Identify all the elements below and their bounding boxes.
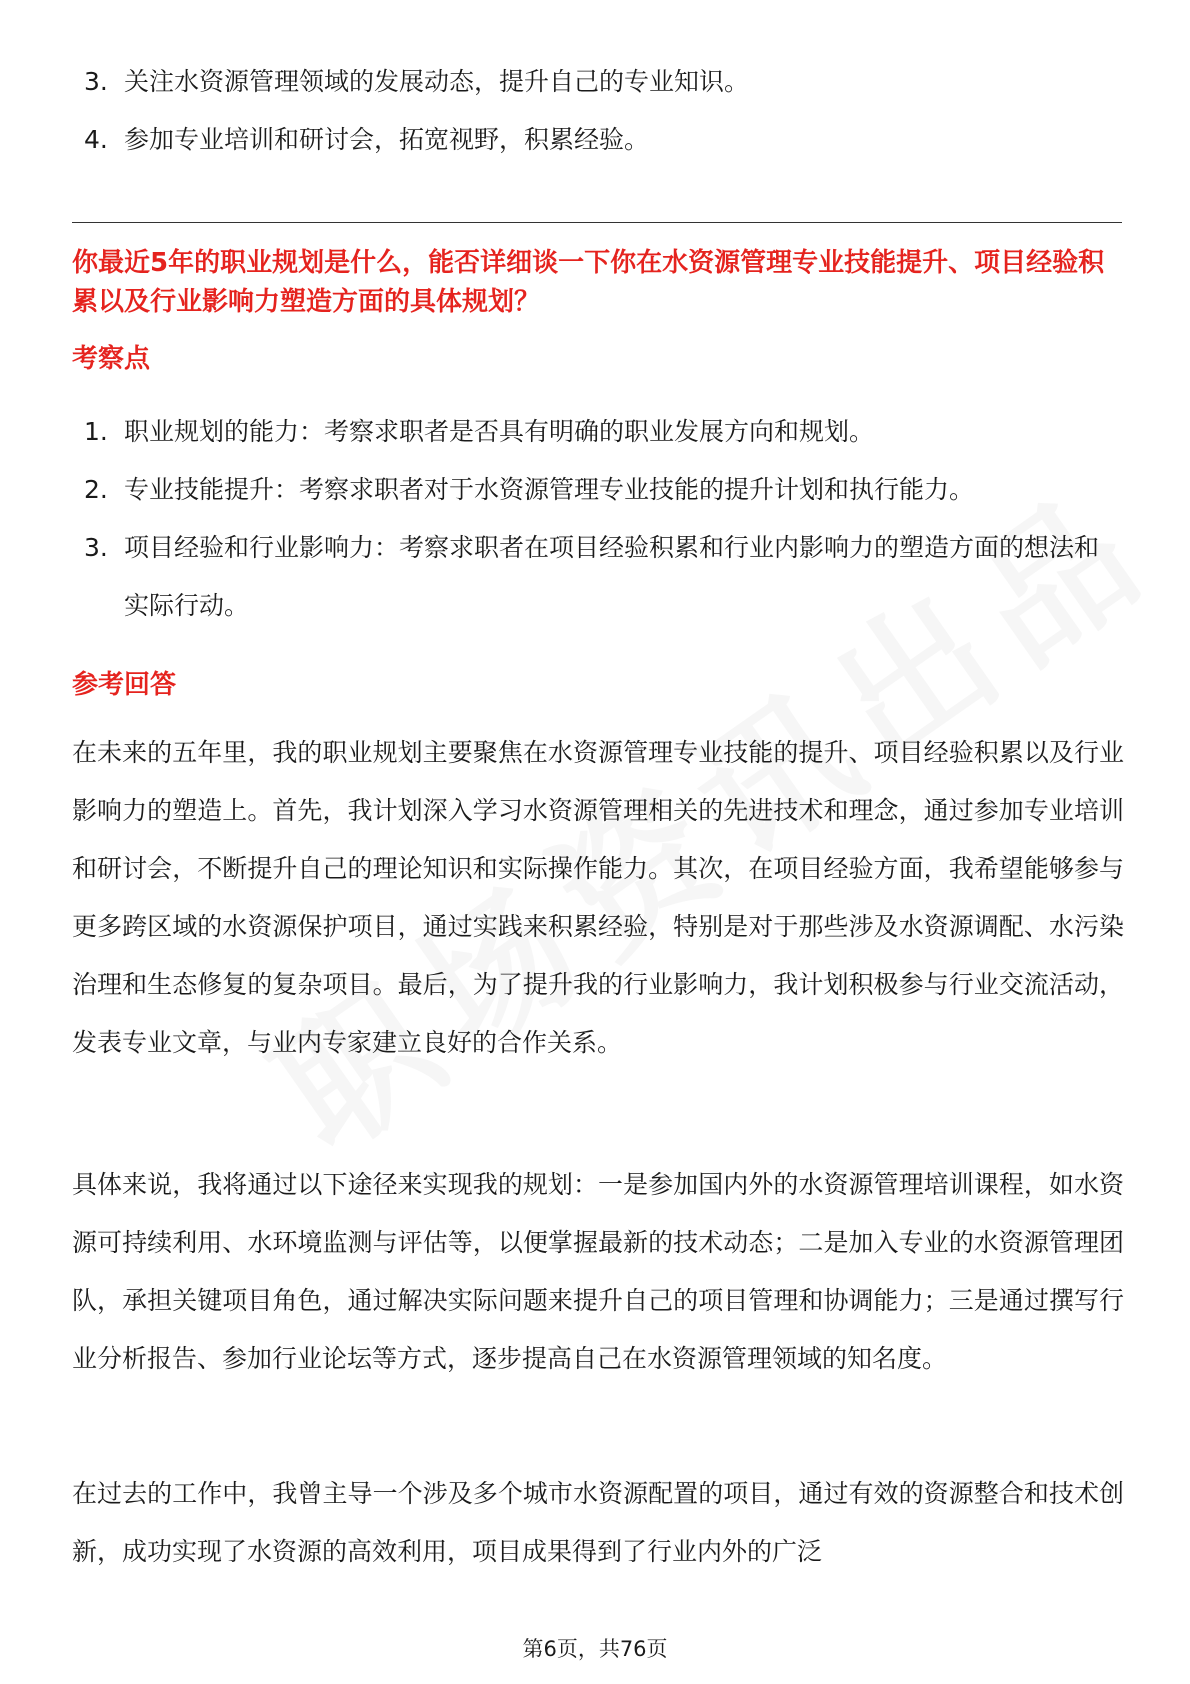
list-number: 3. bbox=[84, 533, 108, 562]
answer-paragraph: 具体来说，我将通过以下途径来实现我的规划：一是参加国内外的水资源管理培训课程，如水资源可持续利用、水环境监测与评估等，以便掌握最新的技术动态；二是加入专业的水资源管理团队，承担关键项目角色，通过解决实际问题来提升自己的项目管理和协调能力；三是通过撰写行业分析报告、参加行业论坛等方式，逐步提高自己在水资源管理领域的知名度。 bbox=[72, 1170, 1124, 1373]
section-divider bbox=[72, 222, 1122, 223]
answer-paragraph: 在未来的五年里，我的职业规划主要聚焦在水资源管理专业技能的提升、项目经验积累以及行业影响力的塑造上。首先，我计划深入学习水资源管理相关的先进技术和理念，通过参加专业培训和研讨会，不断提升自己的理论知识和实际操作能力。其次，在项目经验方面，我希望能够参与更多跨区域的水资源保护项目，通过实践来积累经验，特别是对于那些涉及水资源调配、水污染治理和生态修复的复杂项目。最后，为了提升我的行业影响力，我计划积极参与行业交流活动，发表专业文章，与业内专家建立良好的合作关系。 bbox=[72, 738, 1124, 1057]
interview-question: 你最近5年的职业规划是什么，能否详细谈一下你在水资源管理专业技能提升、项目经验积累以及行业影响力塑造方面的具体规划？ bbox=[72, 248, 1105, 317]
continued-list bbox=[72, 53, 1122, 169]
list-item bbox=[72, 403, 1122, 461]
list-text: 参加专业培训和研讨会，拓宽视野，积累经验。 bbox=[124, 125, 650, 154]
answer-paragraph: 在过去的工作中，我曾主导一个涉及多个城市水资源配置的项目，通过有效的资源整合和技术创新，成功实现了水资源的高效利用，项目成果得到了行业内外的广泛 bbox=[72, 1479, 1124, 1566]
list-item bbox=[72, 519, 1122, 635]
list-text: 专业技能提升：考察求职者对于水资源管理专业技能的提升计划和执行能力。 bbox=[124, 475, 975, 504]
section-title-assessment: 考察点 bbox=[72, 344, 151, 374]
list-number: 1. bbox=[84, 417, 108, 446]
list-text: 关注水资源管理领域的发展动态，提升自己的专业知识。 bbox=[124, 67, 750, 96]
list-text: 项目经验和行业影响力：考察求职者在项目经验积累和行业内影响力的塑造方面的想法和实际行动。 bbox=[124, 533, 1100, 620]
list-item bbox=[72, 111, 1122, 169]
list-number: 3. bbox=[84, 67, 108, 96]
page-footer: 第6页，共76页 bbox=[522, 1637, 668, 1661]
section-title-reference-answer: 参考回答 bbox=[72, 670, 177, 700]
list-item bbox=[72, 461, 1122, 519]
assessment-points-list bbox=[72, 403, 1122, 635]
list-text: 职业规划的能力：考察求职者是否具有明确的职业发展方向和规划。 bbox=[124, 417, 875, 446]
list-number: 2. bbox=[84, 475, 108, 504]
list-number: 4. bbox=[84, 125, 108, 154]
list-item bbox=[72, 53, 1122, 111]
